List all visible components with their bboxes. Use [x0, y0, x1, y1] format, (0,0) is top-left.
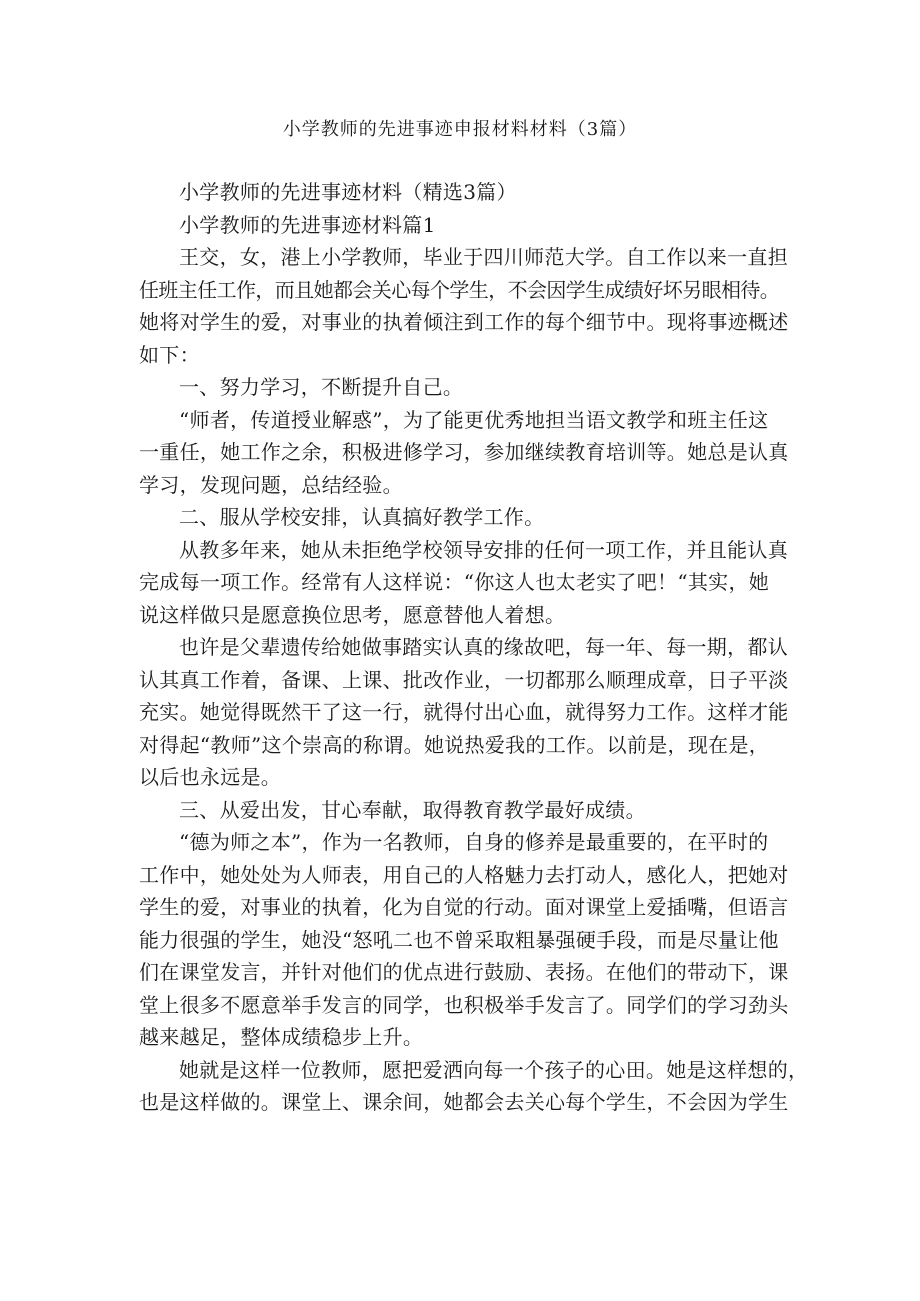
paragraph-line: 充实。她觉得既然干了这一行，就得付出心血，就得努力工作。这样才能 [139, 700, 789, 724]
paragraph-line: “师者，传道授业解惑”，为了能更优秀地担当语文教学和班主任这 [179, 407, 769, 432]
paragraph-line: 堂上很多不愿意举手发言的同学，也积极举手发言了。同学们的学习劲头 [139, 992, 789, 1017]
paragraph-line: 对得起“教师”这个崇高的称谓。她说热爱我的工作。以前是，现在是， [139, 732, 770, 757]
paragraph-line: 也是这样做的。课堂上、课余间，她都会去关心每个学生，不会因为学生 [139, 1090, 789, 1114]
document-title: 小学教师的先进事迹申报材料材料（3篇） [282, 119, 638, 140]
paragraph-line: “德为师之本”，作为一名教师，自身的修养是最重要的，在平时的 [179, 830, 769, 854]
paragraph-line: 从教多年来，她从未拒绝学校领导安排的任何一项工作，并且能认真 [179, 537, 788, 562]
paragraph-line: 越来越足，整体成绩稳步上升。 [139, 1025, 424, 1049]
paragraph-line: 也许是父辈遗传给她做事踏实认真的缘故吧，每一年、每一期，都认 [179, 635, 788, 659]
paragraph-line: 认其真工作着，备课、上课、批改作业，一切都那么顺理成章，日子平淡 [139, 667, 789, 692]
section-heading: 小学教师的先进事迹材料篇1 [179, 212, 436, 237]
paragraph-line: 们在课堂发言，并针对他们的优点进行鼓励、表扬。在他们的带动下，课 [139, 960, 789, 984]
paragraph-line: 能力很强的学生，她没“怒吼二也不曾采取粗暴强硬手段，而是尽量让他 [139, 927, 779, 952]
paragraph-line: 任班主任工作，而且她都会关心每个学生，不会因学生成绩好坏另眼相待。 [139, 277, 780, 302]
paragraph-line: 她将对学生的爱，对事业的执着倾注到工作的每个细节中。现将事迹概述 [139, 310, 789, 334]
paragraph-line: 工作中，她处处为人师表，用自己的人格魅力去打动人，感化人，把她对 [139, 862, 789, 887]
paragraph-line: 学生的爱，对事业的执着，化为自觉的行动。面对课堂上爱插嘴，但语言 [139, 895, 789, 919]
paragraph-line: 学习，发现问题，总结经验。 [139, 472, 403, 497]
section-heading: 一、努力学习，不断提升自己。 [179, 375, 464, 399]
paragraph-line: 一重任，她工作之余，积极进修学习，参加继续教育培训等。她总是认真 [139, 440, 789, 464]
paragraph-line: 王交，女，港上小学教师，毕业于四川师范大学。自工作以来一直担 [179, 245, 788, 269]
paragraph-line: 完成每一项工作。经常有人这样说：“你这人也太老实了吧！“其实，她 [139, 570, 770, 594]
paragraph-line: 以后也永远是。 [139, 765, 282, 789]
paragraph-line: 如下： [139, 342, 200, 367]
section-heading: 三、从爱出发，甘心奉献，取得教育教学最好成绩。 [179, 797, 646, 822]
subtitle-line: 小学教师的先进事迹材料（精选3篇） [179, 180, 517, 204]
document-body [139, 176, 809, 1119]
section-heading: 二、服从学校安排，认真搞好教学工作。 [179, 505, 545, 529]
paragraph-line: 说这样做只是愿意换位思考，愿意替他人着想。 [139, 602, 566, 627]
paragraph-line: 她就是这样一位教师，愿把爱洒向每一个孩子的心田。她是这样想的， [179, 1057, 809, 1082]
